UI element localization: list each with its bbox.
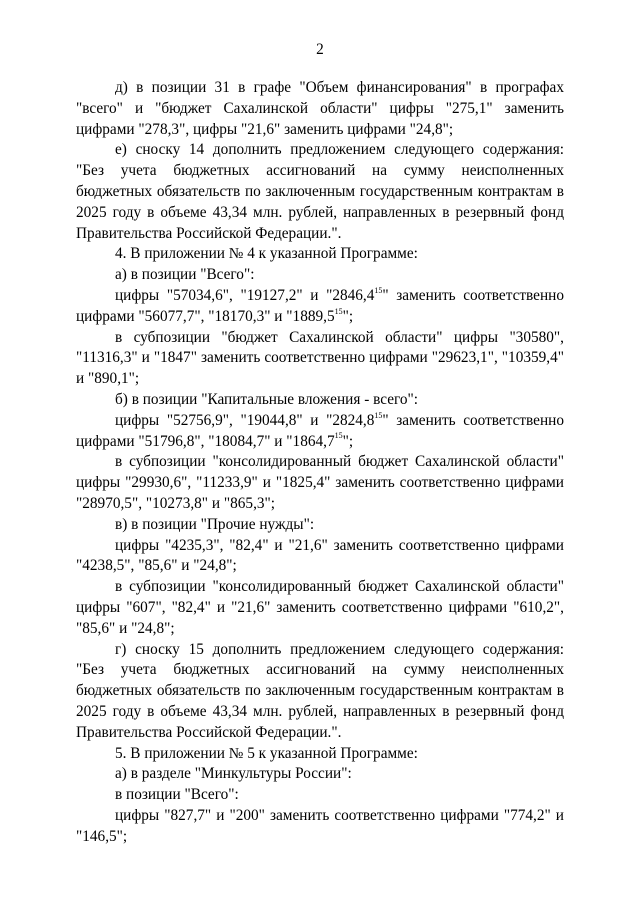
paragraph-item-a-culture: а) в разделе "Минкультуры России": [115, 765, 352, 783]
paragraph-subposition-consolidated-other: в субпозиции "консолидированный бюджет Сахалинской области" цифры "607", "82,4" и "21,6" заменить соответственно цифрами "610,2", "85,6" и "24,8"; [76, 578, 564, 637]
paragraph-item-e: е) сноску 14 дополнить предложением следующего содержания: "Без учета бюджетных ассигнований на сумму неисполненных бюджетных обязательств по заключенным государственным контрактам в 2025 году в объеме 43,34 млн. рублей, направленных в резервный фонд Правительства Российской Федерации.". [76, 141, 564, 242]
paragraph-figures-total: цифры "57034,6", "19127,2" и "2846,4$^{15}$" заменить соответственно цифрами "56077,7", "18170,3" и "1889,5$^{15}$"; [76, 285, 564, 325]
footnote-mark: 15 [374, 410, 383, 420]
paragraph-item-v: в) в позиции "Прочие нужды": [115, 515, 315, 533]
paragraph-item-g: г) сноску 15 дополнить предложением следующего содержания: "Без учета бюджетных ассигнований на сумму неисполненных бюджетных обязательств по заключенным государственным контрактам в 2025 году в объеме 43,34 млн. рублей, направленных в резервный фонд Правительства Российской Федерации.". [76, 640, 564, 741]
document-body [76, 78, 564, 847]
footnote-mark: 15 [334, 306, 343, 316]
paragraph-item-b: б) в позиции "Капитальные вложения - всего": [115, 390, 419, 408]
paragraph-figures-capital: цифры "52756,9", "19044,8" и "2824,8$^{15}$" заменить соответственно цифрами "51796,8", "18084,7" и "1864,7$^{15}$"; [76, 410, 564, 450]
paragraph-section-5: 5. В приложении № 5 к указанной Программе: [115, 744, 418, 762]
paragraph-subposition-consolidated: в субпозиции "консолидированный бюджет Сахалинской области" цифры "29930,6", "11233,9" и "1825,4" заменить соответственно цифрами "28970,5", "10273,8" и "865,3"; [76, 453, 564, 512]
paragraph-section-4: 4. В приложении № 4 к указанной Программе: [115, 245, 418, 263]
footnote-mark: 15 [334, 431, 343, 441]
paragraph-figures-other: цифры "4235,3", "82,4" и "21,6" заменить соответственно цифрами "4238,5", "85,6" и "24,8"; [76, 536, 564, 575]
footnote-mark: 15 [374, 285, 383, 295]
paragraph-item-a: а) в позиции "Всего": [115, 266, 255, 284]
paragraph-figures-culture: цифры "827,7" и "200" заменить соответственно цифрами "774,2" и "146,5"; [76, 806, 564, 845]
paragraph-subposition-budget: в субпозиции "бюджет Сахалинской области" цифры "30580", "11316,3" и "1847" заменить соответственно цифрами "29623,1", "10359,4" и "890,1"; [76, 328, 564, 388]
page-number: 2 [316, 41, 324, 58]
paragraph-position-total: в позиции "Всего": [115, 786, 239, 804]
paragraph-item-d: д) в позиции 31 в графе "Объем финансирования" в прографах "всего" и "бюджет Сахалинской области" цифры "275,1" заменить цифрами "278,3", цифры "21,6" заменить цифрами "24,8"; [76, 79, 564, 138]
